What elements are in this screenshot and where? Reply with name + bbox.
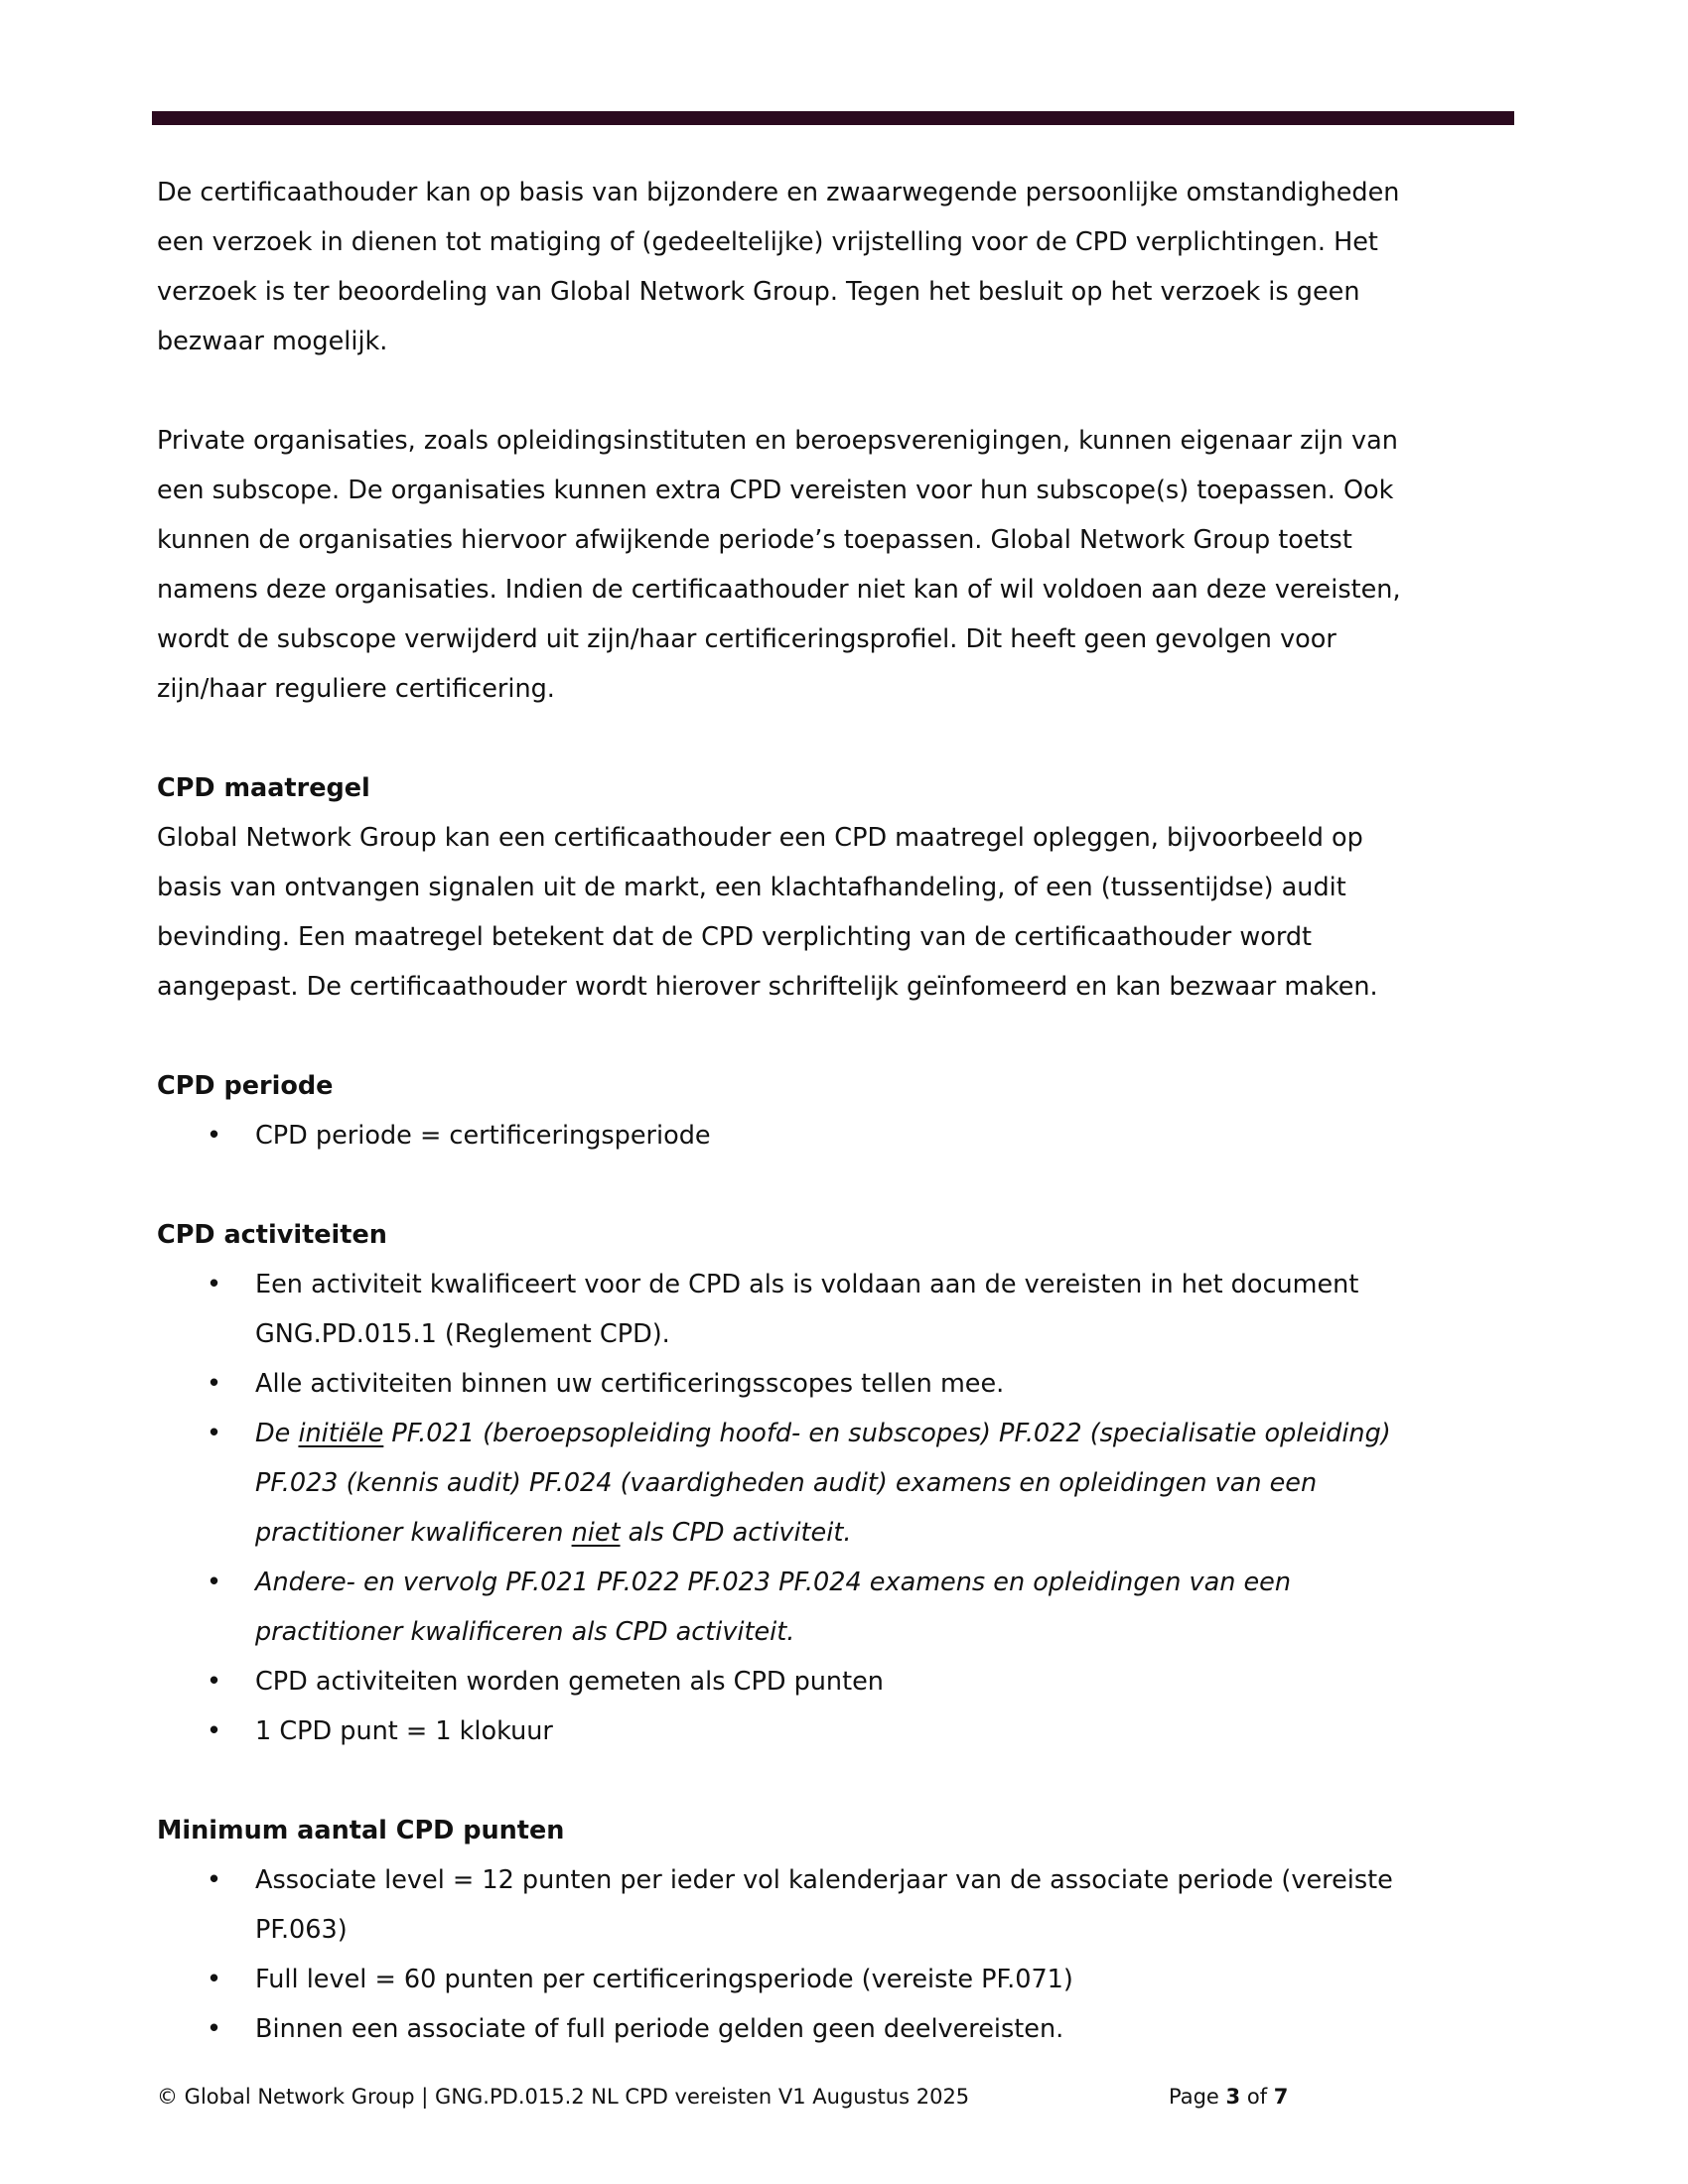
list-item	[157, 1359, 1527, 1409]
section-heading: CPD periode	[157, 1071, 334, 1101]
text-segment: practitioner kwalificeren	[255, 1518, 572, 1548]
paragraph	[157, 168, 1527, 366]
text-line: Alle activiteiten binnen uw certificeringsscopes tellen mee.	[255, 1369, 1005, 1399]
text-line: CPD activiteiten worden gemeten als CPD punten	[255, 1667, 884, 1697]
page-number	[1169, 2082, 1288, 2112]
header-rule	[152, 111, 1514, 125]
text-line: Andere- en vervolg PF.021 PF.022 PF.023 PF.024 examens en opleidingen van een	[255, 1568, 1291, 1597]
section-heading: Minimum aantal CPD punten	[157, 1816, 565, 1845]
list-item	[157, 1955, 1527, 2004]
footer-copyright: © Global Network Group | GNG.PD.015.2 NL CPD vereisten V1 Augustus 2025	[157, 2085, 970, 2109]
list-item	[157, 1409, 1527, 1558]
text-line: 1 CPD punt = 1 klokuur	[255, 1716, 553, 1746]
section-heading: CPD maatregel	[157, 773, 370, 803]
text-line: Een activiteit kwalificeert voor de CPD als is voldaan aan de vereisten in het document	[255, 1270, 1359, 1299]
section	[157, 763, 1527, 1012]
section	[157, 1061, 1527, 1160]
bullet-icon: •	[207, 1965, 222, 1994]
text-line: CPD periode = certificeringsperiode	[255, 1121, 711, 1151]
text-line: practitioner kwalificeren als CPD activiteit.	[255, 1617, 795, 1647]
text-line: namens deze organisaties. Indien de certificaathouder niet kan of wil voldoen aan deze vereisten,	[157, 575, 1401, 605]
list-item	[157, 1657, 1527, 1706]
text-line: Global Network Group kan een certificaathouder een CPD maatregel opleggen, bijvoorbeeld op	[157, 823, 1363, 853]
text-line: een subscope. De organisaties kunnen extra CPD vereisten voor hun subscope(s) toepassen. Ook	[157, 476, 1394, 505]
text-line	[255, 1409, 1527, 1458]
underlined-text: niet	[571, 1518, 621, 1548]
text-line: aangepast. De certificaathouder wordt hierover schriftelijk geïnfomeerd en kan bezwaar maken.	[157, 972, 1378, 1002]
text-line: De certificaathouder kan op basis van bijzondere en zwaarwegende persoonlijke omstandigheden	[157, 178, 1400, 207]
list-item	[157, 1260, 1527, 1359]
text-line: Associate level = 12 punten per ieder vol kalenderjaar van de associate periode (vereiste	[255, 1865, 1393, 1895]
text-segment: PF.021 (beroepsopleiding hoofd- en subscopes) PF.022 (specialisatie opleiding)	[383, 1419, 1391, 1448]
text-line	[255, 1508, 1527, 1558]
section-heading: CPD activiteiten	[157, 1220, 387, 1250]
bullet-icon: •	[207, 1121, 222, 1151]
document-body	[157, 168, 1527, 2104]
text-segment: De	[255, 1419, 299, 1448]
text-line: verzoek is ter beoordeling van Global Network Group. Tegen het besluit op het verzoek is geen	[157, 277, 1360, 307]
bullet-list	[157, 1855, 1527, 2054]
text-line: een verzoek in dienen tot matiging of (gedeeltelijke) vrijstelling voor de CPD verplichtingen. Het	[157, 227, 1378, 257]
section	[157, 168, 1527, 366]
paragraph	[157, 813, 1527, 1012]
text-line: bevinding. Een maatregel betekent dat de CPD verplichting van de certificaathouder wordt	[157, 922, 1313, 952]
bullet-icon: •	[207, 1369, 222, 1399]
bullet-icon: •	[207, 1419, 222, 1448]
bullet-list	[157, 1260, 1527, 1756]
text-line: PF.023 (kennis audit) PF.024 (vaardigheden audit) examens en opleidingen van een	[255, 1468, 1318, 1498]
text-segment: als CPD activiteit.	[620, 1518, 852, 1548]
bullet-icon: •	[207, 1716, 222, 1746]
list-item	[157, 1111, 1527, 1160]
text-line: Private organisaties, zoals opleidingsinstituten en beroepsverenigingen, kunnen eigenaar zijn van	[157, 426, 1398, 456]
bullet-icon: •	[207, 1568, 222, 1597]
text-line: bezwaar mogelijk.	[157, 327, 388, 356]
list-item	[157, 1558, 1527, 1657]
section	[157, 1806, 1527, 2054]
bullet-icon: •	[207, 1667, 222, 1697]
paragraph	[157, 416, 1527, 714]
page-of: of	[1246, 2085, 1268, 2109]
bullet-icon: •	[207, 1270, 222, 1299]
text-line: kunnen de organisaties hiervoor afwijkende periode’s toepassen. Global Network Group toetst	[157, 525, 1352, 555]
underlined-text: initiële	[298, 1419, 384, 1448]
text-line: wordt de subscope verwijderd uit zijn/haar certificeringsprofiel. Dit heeft geen gevolgen voor	[157, 624, 1336, 654]
bullet-icon: •	[207, 1865, 222, 1895]
text-line: Binnen een associate of full periode gelden geen deelvereisten.	[255, 2014, 1064, 2044]
text-line: basis van ontvangen signalen uit de markt, een klachtafhandeling, of een (tussentijdse) audit	[157, 873, 1346, 902]
text-line: PF.063)	[255, 1915, 348, 1945]
text-line: Full level = 60 punten per certificeringsperiode (vereiste PF.071)	[255, 1965, 1073, 1994]
section	[157, 416, 1527, 714]
page-current: 3	[1225, 2085, 1241, 2109]
page-total: 7	[1273, 2085, 1289, 2109]
list-item	[157, 1855, 1527, 1955]
section	[157, 1210, 1527, 1756]
text-line: zijn/haar reguliere certificering.	[157, 674, 555, 704]
list-item	[157, 2004, 1527, 2054]
page-label: Page	[1169, 2085, 1219, 2109]
bullet-icon: •	[207, 2014, 222, 2044]
text-line: GNG.PD.015.1 (Reglement CPD).	[255, 1319, 670, 1349]
list-item	[157, 1706, 1527, 1756]
bullet-list	[157, 1111, 1527, 1160]
